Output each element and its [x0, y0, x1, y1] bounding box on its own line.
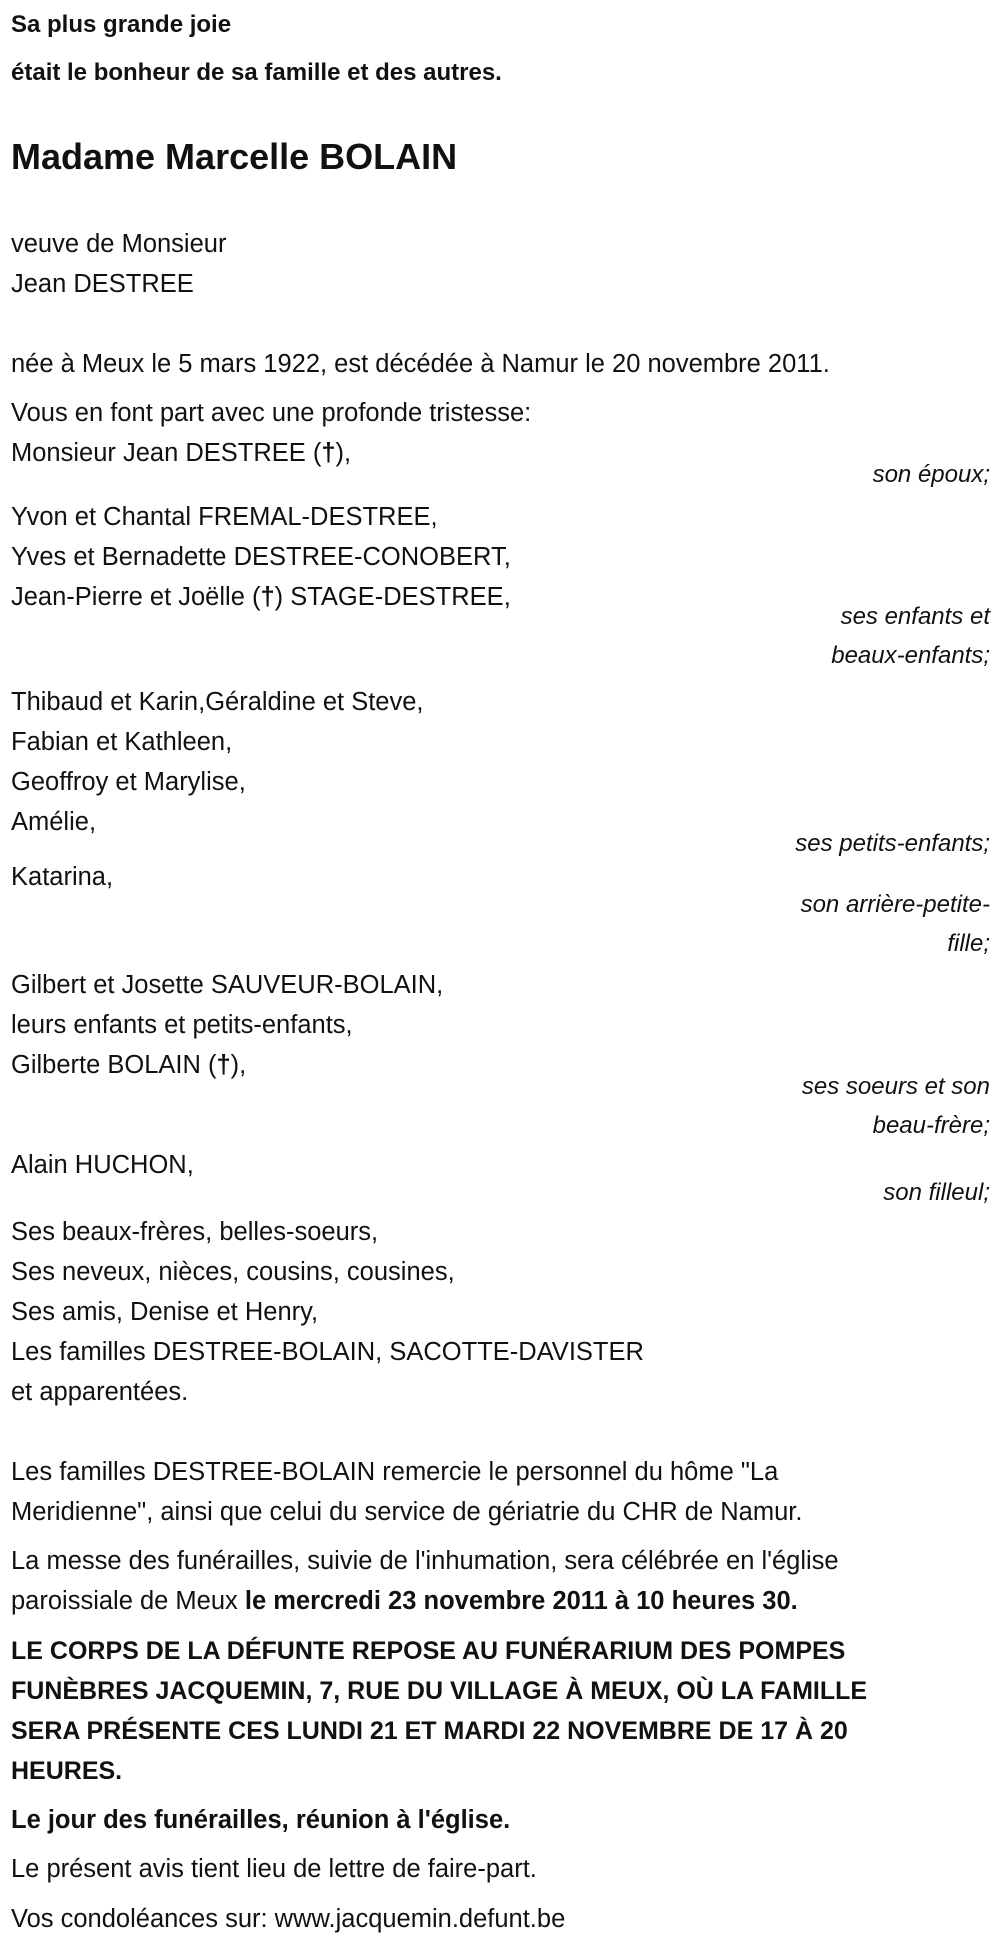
announcement-line: Vous en font part avec une profonde tristesse: — [11, 399, 532, 427]
condolences-line: Vos condoléances sur: www.jacquemin.defunt.be — [11, 1905, 566, 1933]
family-name-line: Yvon et Chantal FREMAL-DESTREE, — [11, 503, 438, 531]
viewing-line: HEURES. — [11, 1757, 123, 1785]
family-name-line: Yves et Bernadette DESTREE-CONOBERT, — [11, 543, 511, 571]
relation-label: son arrière-petite- — [800, 891, 990, 918]
viewing-line: FUNÈBRES JACQUEMIN, 7, RUE DU VILLAGE À MEUX, OÙ LA FAMILLE — [11, 1677, 868, 1705]
others-line: et apparentées. — [11, 1378, 189, 1406]
others-line: Ses amis, Denise et Henry, — [11, 1298, 319, 1326]
others-line: Ses beaux-frères, belles-soeurs, — [11, 1218, 379, 1246]
family-name-line: Thibaud et Karin,Géraldine et Steve, — [11, 688, 424, 716]
viewing-line: SERA PRÉSENTE CES LUNDI 21 ET MARDI 22 NOVEMBRE DE 17 À 20 — [11, 1717, 848, 1745]
intro-line-2: était le bonheur de sa famille et des autres. — [11, 59, 502, 86]
family-name-line: Monsieur Jean DESTREE (†), — [11, 439, 352, 467]
family-name-line: Jean-Pierre et Joëlle (†) STAGE-DESTREE, — [11, 583, 511, 611]
intro-line-1: Sa plus grande joie — [11, 11, 232, 38]
relation-label: ses enfants et — [840, 603, 990, 630]
condolences-link[interactable]: www.jacquemin.defunt.be — [274, 1905, 566, 1933]
thanks-line: Les familles DESTREE-BOLAIN remercie le personnel du hôme "La — [11, 1458, 779, 1486]
mass-line: paroissiale de Meux le mercredi 23 novembre 2011 à 10 heures 30. — [11, 1587, 798, 1615]
family-name-line: Geoffroy et Marylise, — [11, 768, 246, 796]
widow-of-line: veuve de Monsieur — [11, 230, 227, 258]
family-name-line: Alain HUCHON, — [11, 1151, 194, 1179]
mass-line: La messe des funérailles, suivie de l'inhumation, sera célébrée en l'église — [11, 1547, 839, 1575]
birth-death-line: née à Meux le 5 mars 1922, est décédée à Namur le 20 novembre 2011. — [11, 350, 830, 378]
family-name-line: Amélie, — [11, 808, 97, 836]
dagger-icon: † — [260, 583, 275, 611]
relation-label: son filleul; — [883, 1179, 990, 1206]
thanks-line: Meridienne", ainsi que celui du service de gériatrie du CHR de Namur. — [11, 1498, 803, 1526]
family-name-line: Gilbert et Josette SAUVEUR-BOLAIN, — [11, 971, 444, 999]
viewing-line: LE CORPS DE LA DÉFUNTE REPOSE AU FUNÉRARIUM DES POMPES — [11, 1637, 846, 1665]
dagger-icon: † — [216, 1051, 231, 1079]
dagger-icon: † — [321, 439, 336, 467]
notice-line: Le présent avis tient lieu de lettre de faire-part. — [11, 1855, 537, 1883]
relation-label: ses soeurs et son — [801, 1073, 990, 1100]
mass-date-time: le mercredi 23 novembre 2011 à 10 heures 30. — [244, 1587, 798, 1615]
relation-label: beaux-enfants; — [831, 642, 990, 669]
others-line: Ses neveux, nièces, cousins, cousines, — [11, 1258, 455, 1286]
family-name-line: Katarina, — [11, 863, 114, 891]
meeting-line: Le jour des funérailles, réunion à l'église. — [11, 1806, 511, 1834]
others-line: Les familles DESTREE-BOLAIN, SACOTTE-DAVISTER — [11, 1338, 644, 1366]
relation-label: beau-frère; — [872, 1112, 990, 1139]
spouse-name-line: Jean DESTREE — [11, 270, 194, 298]
family-name-line: Fabian et Kathleen, — [11, 728, 233, 756]
relation-label: fille; — [947, 930, 990, 957]
deceased-name-title: Madame Marcelle BOLAIN — [11, 136, 458, 177]
family-name-line: leurs enfants et petits-enfants, — [11, 1011, 353, 1039]
family-name-line: Gilberte BOLAIN (†), — [11, 1051, 247, 1079]
relation-label: ses petits-enfants; — [795, 830, 990, 857]
relation-label: son époux; — [872, 461, 990, 488]
